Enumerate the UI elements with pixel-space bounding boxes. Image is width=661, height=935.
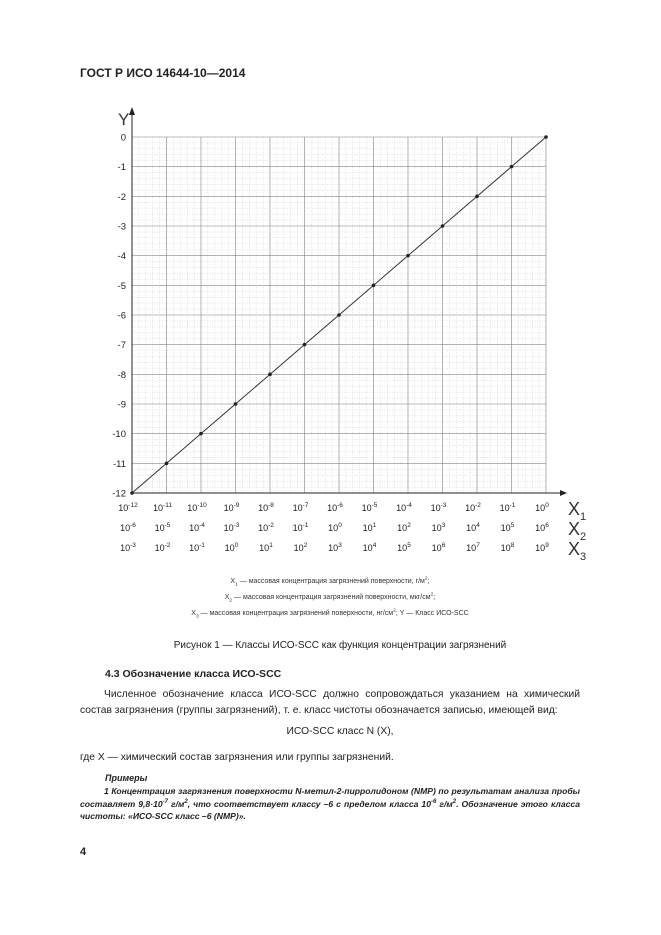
y-tick-label: -12: [112, 488, 126, 500]
y-tick-label: -8: [117, 369, 126, 381]
x-axis-name: $X_2$: [568, 519, 587, 543]
x-tick-label: $10^{-6}$: [327, 502, 343, 513]
example-1: 1 Концентрация загрязнения поверхности N-метил-2-пирролидоном (NMP) по результатам анализа пробы составляет $9,8\cdot 10^{-7}$ $г/м^2$, что соответствует классу –6 с пределом класса $10^{-6}$ $г/м^2$. Обозначение этого класса чистоты: «ИСО-SCC класс –6 (NMP)».: [80, 786, 580, 821]
x-tick-label: $10^{-7}$: [292, 502, 309, 513]
x-tick-label: $10^{-11}$: [153, 502, 172, 513]
x-axis-name: $X_3$: [568, 539, 587, 563]
data-point: [510, 165, 514, 169]
x-tick-label: $10^4$: [362, 542, 377, 553]
x-tick-label: $10^5$: [500, 522, 515, 533]
figure-caption: Рисунок 1 — Классы ИСО-SCC как функция концентрации загрязнений: [173, 640, 507, 651]
y-axis-label: Y: [118, 110, 130, 129]
examples-title: Примеры: [105, 773, 148, 783]
x-tick-label: $10^{-12}$: [118, 502, 138, 513]
x-tick-label: $10^{-8}$: [258, 502, 274, 513]
y-tick-label: -3: [117, 221, 126, 233]
data-point: [475, 195, 479, 199]
page-number: 4: [80, 846, 87, 858]
x-tick-label: $10^{-2}$: [258, 522, 274, 533]
x-tick-label: $10^5$: [397, 542, 411, 553]
y-tick-label: -4: [117, 251, 126, 263]
y-tick-label: -6: [117, 310, 126, 322]
x-tick-label: $10^{-3}$: [430, 502, 447, 513]
y-tick-label: -9: [117, 399, 126, 411]
x-tick-label: $10^2$: [397, 522, 411, 533]
y-tick-label: -5: [117, 280, 126, 292]
x-tick-label: $10^{-10}$: [187, 502, 207, 513]
x-tick-label: $10^3$: [328, 542, 342, 553]
chart-labels: [112, 110, 586, 563]
x-tick-label: $10^{-5}$: [154, 522, 171, 533]
x-tick-label: $10^{-1}$: [189, 542, 205, 553]
x-tick-label: $10^{-3}$: [223, 522, 240, 533]
data-point: [406, 254, 410, 258]
x-axis-name: $X_1$: [568, 499, 587, 523]
y-tick-label: -7: [117, 340, 126, 352]
x-tick-label: $10^{-5}$: [361, 502, 378, 513]
y-axis-arrow: [129, 107, 135, 115]
x-tick-label: $10^{-2}$: [465, 502, 481, 513]
data-point: [303, 343, 307, 347]
legend-x3: $X_3$ — массовая концентрация загрязнений поверхности, $нг/см^2$; Y — Класс ИСО-SCC: [191, 608, 469, 620]
y-tick-label: -11: [112, 458, 126, 470]
x-tick-label: $10^0$: [535, 502, 549, 513]
where-clause: где X — химический состав загрязнения или группы загрязнений.: [80, 752, 394, 763]
x-tick-label: $10^6$: [535, 522, 549, 533]
x-tick-label: $10^1$: [362, 522, 377, 533]
legend-x2: $X_2$ — массовая концентрация загрязнений поверхности, мкг/$см^2$;: [224, 592, 436, 604]
data-point: [165, 462, 169, 466]
x-tick-label: $10^8$: [500, 542, 515, 553]
data-point: [337, 313, 341, 317]
designation-formula: ИСО-SCC класс N (X),: [286, 726, 394, 737]
x-tick-label: $10^{-2}$: [154, 542, 171, 553]
x-tick-label: $10^6$: [431, 542, 446, 553]
data-point: [441, 224, 445, 228]
x-tick-label: $10^{-4}$: [189, 522, 205, 533]
y-tick-label: -10: [112, 429, 126, 441]
y-tick-label: 0: [120, 132, 126, 144]
x-tick-label: $10^{-9}$: [223, 502, 240, 513]
x-tick-label: $10^4$: [466, 522, 480, 533]
x-tick-label: $10^0$: [328, 522, 342, 533]
x-tick-label: $10^{-4}$: [396, 502, 412, 513]
document-header: ГОСТ Р ИСО 14644-10—2014: [80, 66, 246, 80]
x-tick-label: $10^{-1}$: [292, 522, 309, 533]
x-axis-arrow: [560, 490, 567, 496]
x-tick-label: $10^3$: [431, 522, 446, 533]
x-tick-label: $10^{-1}$: [499, 502, 516, 513]
legend-x1: $X_1$ — массовая концентрация загрязнений поверхности, $г/м^2$;: [230, 576, 430, 588]
y-tick-label: -1: [117, 162, 126, 174]
x-tick-label: $10^9$: [535, 542, 549, 553]
chart: [100, 98, 600, 568]
x-tick-label: $10^1$: [259, 542, 273, 553]
data-point: [130, 491, 134, 495]
y-tick-label: -2: [117, 191, 126, 203]
data-point: [372, 284, 376, 288]
data-point: [199, 432, 203, 436]
chart-axes: [129, 107, 567, 496]
x-tick-label: $10^{-6}$: [120, 522, 136, 533]
data-point: [544, 135, 548, 139]
x-tick-label: $10^7$: [466, 542, 480, 553]
section-heading: 4.3 Обозначение класса ИСО-SCC: [105, 668, 282, 680]
data-point: [234, 402, 238, 406]
data-point: [268, 373, 272, 377]
section-paragraph: Численное обозначение класса ИСО-SCC должно сопровождаться указанием на химический состав загрязнения (группы загрязнений), т. е. класс чистоты обозначается записью, имеющей вид:: [80, 689, 580, 716]
x-tick-label: $10^{-3}$: [120, 542, 136, 553]
x-tick-label: $10^0$: [224, 542, 239, 553]
x-tick-label: $10^2$: [293, 542, 308, 553]
